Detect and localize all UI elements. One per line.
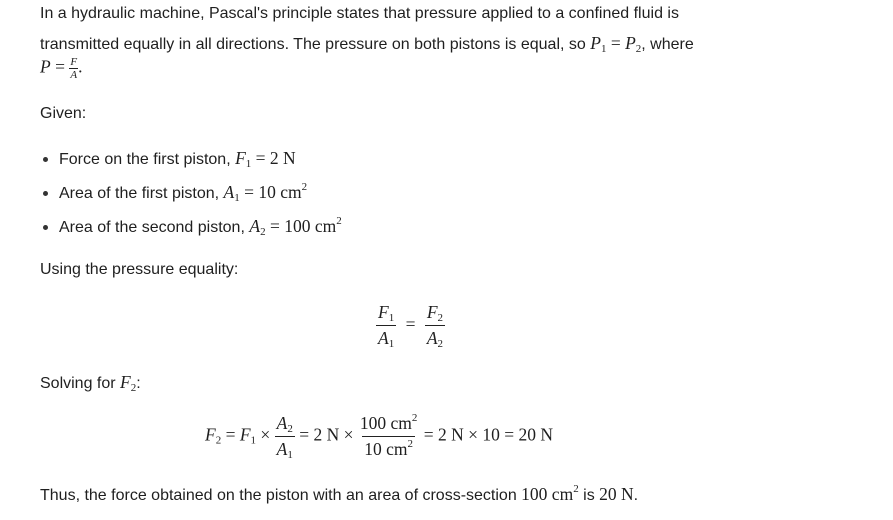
intro-line-2: [40, 33, 694, 54]
pressure-equality-inline: $P_1 = P_2$: [590, 33, 642, 55]
intro-line-1: In a hydraulic machine, Pascal's principle states that pressure applied to a confined fluid is: [40, 5, 679, 22]
solution-display: $F_2 = F_1$ × $\frac{A_2}{A_1}$ = 2 N × $\frac{100 cm^2}{10 cm^2}$ = 2 N × 10 = 20 N: [205, 412, 554, 461]
pressure-equality-display: $\frac{F_1}{A_1}$ = $\frac{F_2}{A_2}$: [378, 302, 444, 350]
intro-line-2-text: transmitted equally in all directions. The pressure on both pistons is equal, so: [40, 36, 586, 53]
bullet-icon: [43, 157, 48, 162]
equality-label: Using the pressure equality:: [40, 261, 239, 278]
bullet-icon: [43, 191, 48, 196]
given-label: Given:: [40, 105, 87, 122]
conclusion-line: Thus, the force obtained on the piston with an area of cross-section 100 $cm^2$ is 20 N.: [40, 483, 639, 504]
bullet-icon: [43, 225, 48, 230]
intro-line-2-tail: , where: [641, 36, 694, 53]
pressure-formula-inline: P = $\frac{F}{A}$ .: [40, 56, 83, 81]
solving-label: Solving for $F_2$:: [40, 372, 141, 394]
